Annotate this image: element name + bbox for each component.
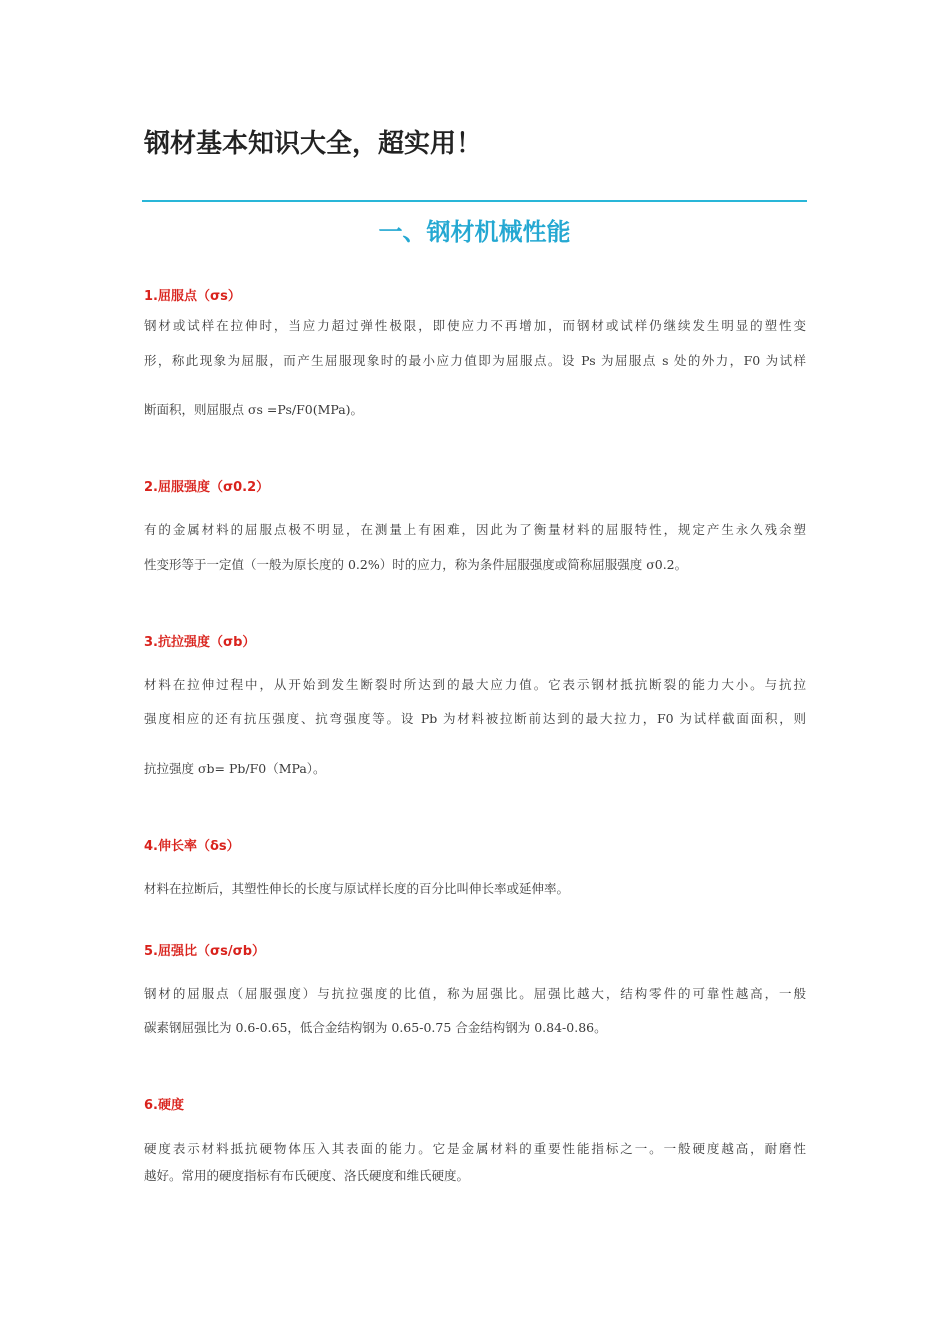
paragraph-line: 有的金属材料的屈服点极不明显，在测量上有困难，因此为了衡量材料的屈服特性，规定产生永久残余塑 (144, 522, 806, 537)
item-heading-elongation: 4.伸长率（δs） (144, 839, 240, 854)
paragraph-line: 碳素钢屈强比为 0.6-0.65，低合金结构钢为 0.65-0.75 合金结构钢为 0.84-0.86。 (144, 1020, 607, 1035)
title-divider (142, 200, 807, 202)
paragraph-line: 抗拉强度 σb= Pb/F0（MPa）。 (144, 761, 326, 776)
item-heading-hardness: 6.硬度 (144, 1098, 184, 1113)
item-heading-yield-point: 1.屈服点（σs） (144, 289, 241, 304)
paragraph-line: 钢材的屈服点（屈服强度）与抗拉强度的比值，称为屈强比。屈强比越大，结构零件的可靠性越高，一般 (144, 986, 806, 1001)
paragraph-line: 强度相应的还有抗压强度、抗弯强度等。设 Pb 为材料被拉断前达到的最大拉力，F0 为试样截面面积，则 (144, 711, 806, 726)
paragraph-line: 越好。常用的硬度指标有布氏硬度、洛氏硬度和维氏硬度。 (144, 1168, 470, 1183)
paragraph-line: 材料在拉伸过程中，从开始到发生断裂时所达到的最大应力值。它表示钢材抵抗断裂的能力大小。与抗拉 (144, 677, 806, 692)
page-title: 钢材基本知识大全，超实用！ (144, 129, 483, 159)
section-heading: 一、钢材机械性能 (378, 218, 571, 246)
paragraph-line: 钢材或试样在拉伸时，当应力超过弹性极限，即使应力不再增加，而钢材或试样仍继续发生明显的塑性变 (144, 318, 806, 333)
paragraph-line: 材料在拉断后，其塑性伸长的长度与原试样长度的百分比叫伸长率或延伸率。 (144, 881, 570, 896)
paragraph-line: 性变形等于一定值（一般为原长度的 0.2%）时的应力，称为条件屈服强度或简称屈服强度 σ0.2。 (144, 557, 688, 572)
item-heading-yield-strength: 2.屈服强度（σ0.2） (144, 480, 270, 495)
item-heading-tensile-strength: 3.抗拉强度（σb） (144, 635, 256, 650)
paragraph-line: 硬度表示材料抵抗硬物体压入其表面的能力。它是金属材料的重要性能指标之一。一般硬度越高，耐磨性 (144, 1141, 806, 1156)
paragraph-line: 断面积，则屈服点 σs =Ps/F0(MPa)。 (144, 402, 364, 417)
item-heading-yield-ratio: 5.屈强比（σs/σb） (144, 944, 266, 959)
paragraph-line: 形，称此现象为屈服，而产生屈服现象时的最小应力值即为屈服点。设 Ps 为屈服点 s 处的外力，F0 为试样 (144, 353, 806, 368)
